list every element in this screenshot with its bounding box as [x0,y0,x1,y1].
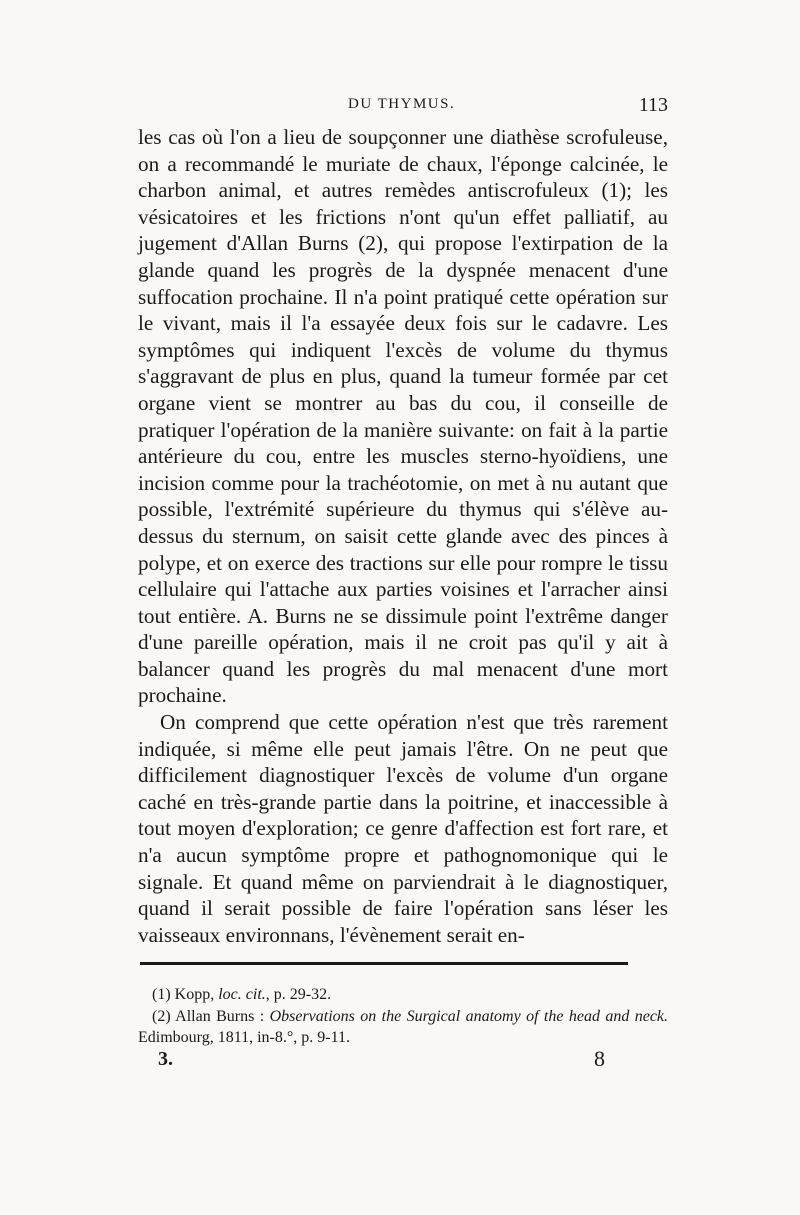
footnote-number: (2) [152,1007,171,1025]
paragraph: On comprend que cette opération n'est que très rarement indiquée, si même elle peut jamais l'être. On ne peut que difficilement diagnostiquer l'excès de volume d'un organe caché en très-grande partie dans la poitrine, et inaccessible à tout moyen d'exploration; ce genre d'affection est fort rare, et n'a aucun symptôme propre et pathognomonique qui le signale. Et quand même on parviendrait à le diagnostiquer, quand il serait possible de faire l'opération sans léser les vaisseaux environnans, l'évènement serait en- [138,710,668,947]
paragraph: les cas où l'on a lieu de soupçonner une diathèse scrofuleuse, on a recommandé le muriate de chaux, l'éponge calcinée, le charbon animal, et autres remèdes antiscrofuleux (1); les vésicatoires et les frictions n'ont qu'un effet palliatif, au jugement d'Allan Burns (2), qui propose l'extirpation de la glande quand les progrès de la dyspnée menacent d'une suffocation prochaine. Il n'a point pratiqué cette opération sur le vivant, mais il l'a essayée deux fois sur le cadavre. Les symptômes qui indiquent l'excès de volume du thymus s'aggravant de plus en plus, quand la tumeur formée par cet organe vient se montrer au bas du cou, il conseille de pratiquer l'opération de la manière suivante: on fait à la partie antérieure du cou, entre les muscles sterno-hyoïdiens, une incision comme pour la trachéotomie, on met à nu autant que possible, l'extrémité supérieure du thymus qui s'élève au-dessus du sternum, on saisit cette glande avec des pinces à polype, et on exerce des tractions sur elle pour rompre le tissu cellulaire qui l'attache aux parties voisines et l'arracher ainsi tout entière. A. Burns ne se dissimule point l'extrême danger d'une pareille opération, mais il ne croit pas qu'il y ait à balancer quand les progrès du mal menacent d'une mort prochaine. [138,125,668,708]
signature-number: 8 [594,1046,605,1071]
footnote-text: Edimbourg, 1811, in-8.°, p. 9-11. [138,1029,351,1046]
footnote-divider [140,962,628,965]
footnote-text: Kopp, [174,986,215,1003]
footnotes [138,984,668,1049]
footnote-italic: loc. cit. [218,986,266,1003]
footnote [138,1006,668,1049]
footnote-text: , p. 29-32. [265,986,332,1003]
running-title: DU THYMUS. [348,96,456,112]
page-number: 113 [638,94,668,116]
main-text [138,124,668,948]
footnote-text: Allan Burns : [175,1007,265,1025]
footnote-number: (1) [152,986,171,1003]
page-header [138,96,668,124]
footnote-italic: Observations on the Surgical anatomy of the head and neck. [269,1007,669,1025]
signature-mark: 3. [158,1048,173,1070]
footnote [138,984,668,1006]
